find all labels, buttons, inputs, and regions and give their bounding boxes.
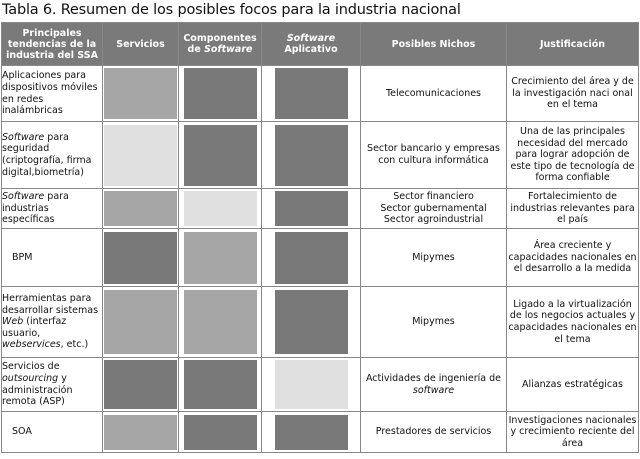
trend-cell — [2, 358, 103, 412]
trend-italic: Software — [2, 131, 45, 143]
justificacion-cell: Alianzas estratégicas — [507, 358, 639, 412]
justificacion-cell: Área creciente y capacidades nacionales en el desarrollo a la medida — [507, 229, 639, 287]
header-nichos: Posibles Nichos — [361, 23, 507, 66]
trend-text: Herramientas para desarrollar sistemas — [2, 293, 99, 316]
trend-cell — [2, 287, 103, 358]
shade-block — [184, 290, 257, 354]
trend-italic: Web — [2, 316, 24, 328]
justificacion-cell: Investigaciones nacionales y crecimiento reciente del área — [507, 412, 639, 453]
trend-cell: BPM — [2, 229, 103, 287]
shade-block — [184, 415, 257, 450]
trend-cell: SOA — [2, 412, 103, 453]
nicho-text: Actividades de ingeniería de — [365, 372, 502, 384]
shade-block — [275, 232, 348, 284]
servicios-cell — [103, 412, 179, 453]
shade-block — [275, 290, 348, 354]
trend-cell — [2, 122, 103, 189]
shade-block — [104, 415, 177, 450]
shade-block — [104, 290, 177, 354]
shade-block — [275, 125, 348, 186]
nicho-cell: Sector financiero Sector gubernamental Sector agroindustrial — [361, 189, 507, 229]
shade-block — [184, 232, 257, 284]
header-trends: Principales tendencias de la industria del SSA — [2, 23, 103, 66]
nicho-cell — [361, 358, 507, 412]
shade-block — [104, 191, 177, 226]
nicho-cell: Mipymes — [361, 287, 507, 358]
table-row — [2, 66, 639, 122]
aplicativo-cell — [262, 66, 361, 122]
servicios-cell — [103, 66, 179, 122]
servicios-cell — [103, 189, 179, 229]
shade-block — [104, 125, 177, 186]
table-caption: Tabla 6. Resumen de los posibles focos para la industria nacional — [2, 2, 461, 18]
servicios-cell — [103, 287, 179, 358]
componentes-cell — [179, 122, 262, 189]
trend-text: , etc.) — [60, 339, 89, 351]
nicho-cell: Mipymes — [361, 229, 507, 287]
trend-cell — [2, 189, 103, 229]
justificacion-cell: Fortalecimiento de industrias relevantes para el país — [507, 189, 639, 229]
nicho-cell: Prestadores de servicios — [361, 412, 507, 453]
servicios-cell — [103, 122, 179, 189]
trend-text: para industrias específicas — [2, 191, 69, 226]
shade-block — [275, 415, 348, 450]
table-row — [2, 287, 639, 358]
componentes-cell — [179, 189, 262, 229]
justificacion-cell: Ligado a la virtualización de los negocios actuales y capacidades nacionales en el tema — [507, 287, 639, 358]
shade-block — [275, 360, 348, 409]
justificacion-cell: Crecimiento del área y de la investigación naci onal en el tema — [507, 66, 639, 122]
aplicativo-cell — [262, 412, 361, 453]
header-servicios: Servicios — [103, 23, 179, 66]
shade-block — [184, 360, 257, 409]
componentes-cell — [179, 358, 262, 412]
aplicativo-cell — [262, 229, 361, 287]
aplicativo-cell — [262, 189, 361, 229]
header-componentes: Componentes de Software — [179, 23, 262, 66]
aplicativo-cell — [262, 358, 361, 412]
componentes-cell — [179, 229, 262, 287]
header-aplicativo: Software Aplicativo — [262, 23, 361, 66]
servicios-cell — [103, 358, 179, 412]
trend-text: (interfaz usuario, — [2, 316, 67, 339]
shade-block — [104, 232, 177, 284]
componentes-cell — [179, 287, 262, 358]
shade-block — [275, 68, 348, 119]
table-row — [2, 412, 639, 453]
nicho-cell: Sector bancario y empresas con cultura informática — [361, 122, 507, 189]
table-row — [2, 189, 639, 229]
focus-table — [1, 22, 639, 453]
table-row — [2, 229, 639, 287]
trend-text: Servicios de — [2, 361, 60, 373]
trend-italic: Software — [2, 191, 45, 203]
trend-italic: outsourcing — [2, 372, 59, 384]
nicho-italic: software — [412, 384, 455, 396]
trend-italic: webservices — [2, 339, 61, 351]
shade-block — [184, 125, 257, 186]
trend-cell: Aplicaciones para dispositivos móviles en redes inalámbricas — [2, 66, 103, 122]
header-justificacion: Justificación — [507, 23, 639, 66]
servicios-cell — [103, 229, 179, 287]
table-row — [2, 358, 639, 412]
aplicativo-cell — [262, 122, 361, 189]
nicho-cell: Telecomunicaciones — [361, 66, 507, 122]
aplicativo-cell — [262, 287, 361, 358]
shade-block — [104, 360, 177, 409]
shade-block — [184, 191, 257, 226]
shade-block — [275, 191, 348, 226]
header-row — [2, 23, 639, 66]
trend-text: para seguridad (criptografía, firma digital,biometría) — [2, 131, 92, 178]
justificacion-cell: Una de las principales necesidad del mercado para lograr adopción de este tipo de tecnología de forma confiable — [507, 122, 639, 189]
shade-block — [184, 68, 257, 119]
shade-block — [104, 68, 177, 119]
componentes-cell — [179, 412, 262, 453]
table-row — [2, 122, 639, 189]
componentes-cell — [179, 66, 262, 122]
trend-text: y administración remota (ASP) — [2, 372, 73, 408]
